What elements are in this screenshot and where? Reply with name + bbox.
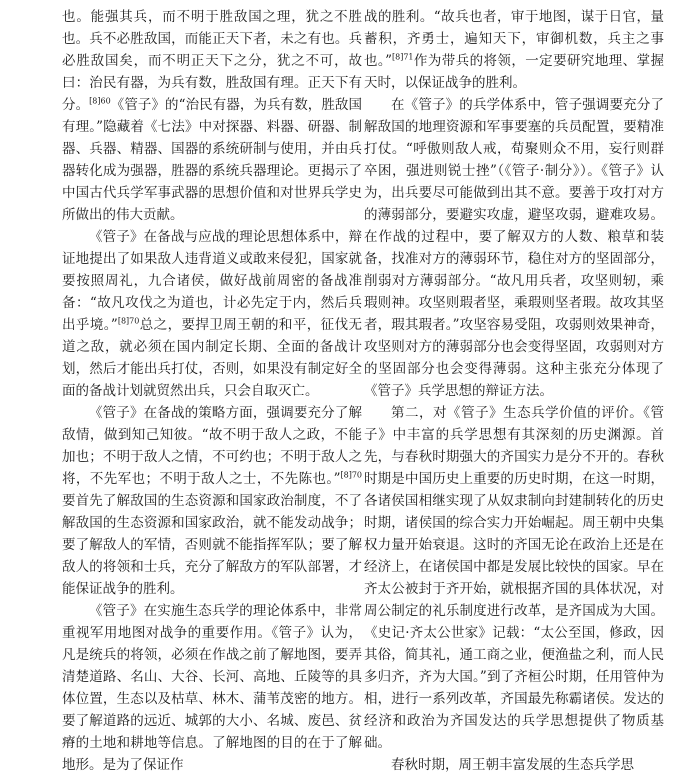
- body-text: 《管子》在备战的策略方面，强调要充分了解敌情，做到知己知彼。“故不明于敌人之政，不能加也；不明于敌人之情，不可约也；不明于敌人之将，不先军也；不明于敌人之士，不先陈也。”: [62, 405, 362, 487]
- paragraph: [62, 600, 362, 776]
- citation-ref: [8]60: [89, 96, 111, 106]
- paragraph: [364, 94, 664, 402]
- body-text: 战的胜利。“故兵也者，审于地图，谋于日官，量蓄积，齐勇士，遍知天下，审御机数，兵主之事也。”: [364, 9, 664, 69]
- citation-ref: [8]71: [391, 52, 414, 62]
- right-column: [364, 6, 664, 776]
- paragraph: [364, 754, 664, 776]
- body-text: 在《管子》的兵学体系中，管子强调要充分了解敌国的地理资源和军事要塞的兵员配置，要精准打仗。“呼傲则敌人戒，荀聚则众不用，妄行则群卒困，强进则锐士挫”（《管子·制分》）。《管子》认为，出兵要尽可能做到出其不意。要善于攻打对方的薄弱部分，要避实攻虚，避坚攻弱，避难攻易。在作战的过程中，要了解双方的人数、粮草和装备，找准对方的薄弱环节，稳住对方的坚固部分，削弱对方薄弱部分。“故凡用兵者，攻坚则轫，乘瑕则神。攻坚则瑕者坚，乘瑕则坚者瑕。故攻其坚者，瑕其瑕者。”攻坚容易受阻，攻弱则效果神奇，攻坚则对方的薄弱部分也会变得坚固，攻弱则对方的坚固部分也会变得薄弱。这种主张充分体现了《管子》兵学思想的辩证方法。: [364, 97, 664, 399]
- citation-ref: [8]70: [340, 470, 362, 480]
- body-text: 《管子》在备战与应战的理论思想体系中，辩证地提出了如果敌人违背道义或敢来侵犯，国家就要按照周礼，九合诸侯，做好战前周密的备战准备：“故凡攻伐之为道也，计必先定于内，然后兵出乎境。”: [62, 229, 362, 333]
- body-text: 春秋时期，周王朝丰富发展的生态兵学思: [391, 757, 634, 773]
- body-text: 也。能强其兵，而不明于胜敌国之理，犹之不胜也。兵不必胜敌国，而能正天下者，未之有也。兵必胜敌国矣，而不明正天下之分，犹之不可，故曰：治民有器，为兵有数，胜敌国有理。正天下有分。: [62, 9, 362, 113]
- citation-ref: [8]70: [117, 316, 140, 326]
- body-text: 《管子》在实施生态兵学的理论体系中，非常重视军用地图对战争的重要作用。《管子》认为，凡是统兵的将领，必须在作战之前了解地图，要弄清楚道路、名山、大谷、长河、高地、丘陵等的具体位置，生态以及枯草、林木、蒲苇茂密的地方。要了解道路的远近、城郭的大小、名城、废邑、贫瘠的土地和耕地等信息。了解地图的目的在于了解地形。是为了保证作: [62, 603, 362, 773]
- body-text: 《管子》的“治民有器，为兵有数，胜敌国有理。”隐藏着《七法》中对探器、料器、研器、制器、兵器、精器、国器的系统研制与使用，并由兵器转化成为强器，胜器的系统兵器理论。更揭示了中国古代兵学军事武器的思想价值和对世界兵学史所做出的伟大贡献。: [62, 97, 363, 223]
- body-text: 要首先了解敌国的生态资源和国家政治制度，不了解敌国的生态资源和国家政治，就不能发动战争；要了解敌人的军情，否则就不能指挥军队；要了解敌人的将领和士兵，充分了解敌方的军队部署，才能保证战争的胜利。: [62, 493, 362, 597]
- paragraph: [62, 226, 362, 402]
- body-text: 第二，对《管子》生态兵学价值的评价。《管子》中丰富的兵学思想有其深刻的历史渊源。首先，与春秋时期强大的齐国实力是分不开的。春秋时期是中国历史上重要的历史时期，在这一时期，各诸侯国相继实现了从奴隶制向封建制转化的历史时期，诸侯国的综合实力开始崛起。周王朝中央集权力量开始衰退。这时的齐国无论在政治上还是在经济上，在诸侯国中都是发展比较快的国家。早在齐太公被封于齐开始，就根据齐国的具体状况，对周公制定的礼乐制度进行改革，是齐国成为大国。《史记·齐太公世家》记载：“太公至国，修政，因其俗，简其礼，通工商之业，便渔盐之利，而人民多归齐，齐为大国。”到了齐桓公时期，任用管仲为相，进行一系列改革，齐国最先称霸诸侯。发达的经济和政治为齐国发达的兵学思想提供了物质基础。: [364, 405, 664, 751]
- paragraph: [364, 402, 664, 754]
- paragraph: [364, 6, 664, 94]
- paragraph: [62, 6, 362, 226]
- body-text: 作为带兵的将领，一定要研究地理、掌握天时，以保证战争的胜利。: [364, 53, 664, 91]
- paragraph: [62, 402, 362, 600]
- left-column: [62, 6, 362, 776]
- body-text: 总之，要捍卫周王朝的和平，征伐无道之敌，就必须在国内制定长期、全面的备战计划，然后才能出兵打仗，否则，如果没有制定好全面的备战计划就贸然出兵，只会自取灭亡。: [62, 317, 363, 399]
